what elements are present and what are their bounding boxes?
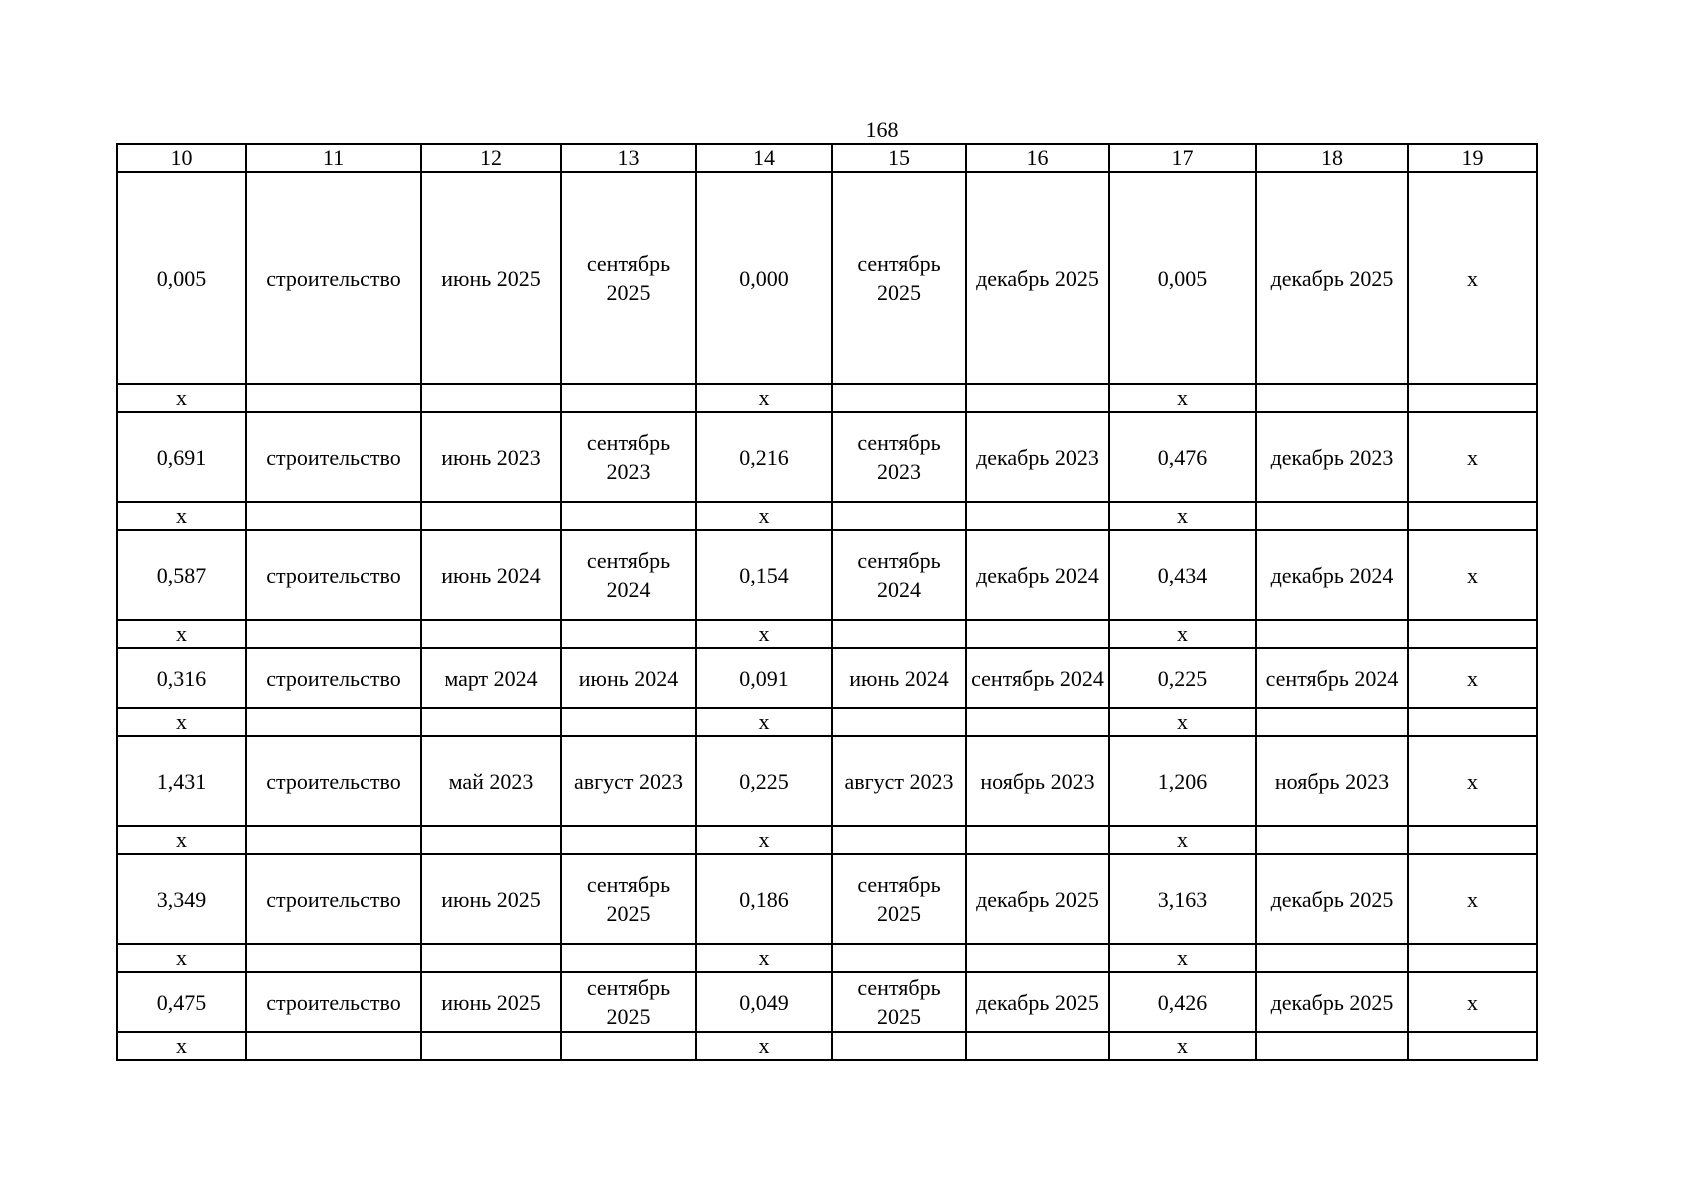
table-cell-col-13: [561, 1032, 696, 1060]
table-cell-col-19: х: [1408, 530, 1537, 620]
table-cell-col-18: декабрь 2025: [1256, 172, 1408, 384]
table-cell-col-16: [966, 620, 1109, 648]
table-cell-col-15: сентябрь 2023: [832, 412, 966, 502]
table-cell-col-13: сентябрь 2024: [561, 530, 696, 620]
table-cell-col-14: х: [696, 708, 832, 736]
table-cell-col-13: сентябрь 2025: [561, 854, 696, 944]
table-cell-col-17: 0,426: [1109, 972, 1256, 1032]
table-cell-col-12: [421, 826, 561, 854]
table-cell-col-16: [966, 1032, 1109, 1060]
table-cell-col-12: июнь 2025: [421, 172, 561, 384]
table-cell-col-17: х: [1109, 502, 1256, 530]
column-number-col-19: 19: [1408, 144, 1537, 172]
table-cell-col-12: июнь 2023: [421, 412, 561, 502]
table-row: [117, 620, 1537, 648]
column-number-col-15: 15: [832, 144, 966, 172]
table-cell-col-19: х: [1408, 736, 1537, 826]
table-cell-col-15: [832, 944, 966, 972]
table-row: [117, 530, 1537, 620]
table-cell-col-10: 0,475: [117, 972, 246, 1032]
table-cell-col-11: [246, 944, 421, 972]
table-row: [117, 736, 1537, 826]
table-cell-col-15: [832, 708, 966, 736]
table-cell-col-15: [832, 502, 966, 530]
table-cell-col-18: декабрь 2024: [1256, 530, 1408, 620]
table-cell-col-18: [1256, 708, 1408, 736]
table-cell-col-12: [421, 708, 561, 736]
table-cell-col-10: х: [117, 826, 246, 854]
table-cell-col-11: строительство: [246, 854, 421, 944]
table-cell-col-17: х: [1109, 826, 1256, 854]
table-row: [117, 708, 1537, 736]
column-number-col-16: 16: [966, 144, 1109, 172]
table-cell-col-18: [1256, 1032, 1408, 1060]
table-cell-col-13: июнь 2024: [561, 648, 696, 708]
table-cell-col-15: сентябрь 2025: [832, 172, 966, 384]
table-cell-col-19: [1408, 502, 1537, 530]
table-cell-col-13: сентябрь 2025: [561, 972, 696, 1032]
table-row: [117, 854, 1537, 944]
table-cell-col-16: декабрь 2025: [966, 854, 1109, 944]
table-cell-col-19: х: [1408, 972, 1537, 1032]
table-cell-col-17: 0,434: [1109, 530, 1256, 620]
table-cell-col-19: х: [1408, 172, 1537, 384]
table-cell-col-10: х: [117, 620, 246, 648]
table-cell-col-16: [966, 826, 1109, 854]
table-cell-col-19: х: [1408, 854, 1537, 944]
table-cell-col-11: строительство: [246, 412, 421, 502]
table-cell-col-18: [1256, 384, 1408, 412]
table-cell-col-11: строительство: [246, 530, 421, 620]
table-cell-col-14: х: [696, 384, 832, 412]
table-cell-col-18: декабрь 2023: [1256, 412, 1408, 502]
table-cell-col-12: июнь 2025: [421, 972, 561, 1032]
table-cell-col-15: сентябрь 2024: [832, 530, 966, 620]
column-number-col-11: 11: [246, 144, 421, 172]
table-cell-col-14: 0,000: [696, 172, 832, 384]
table-cell-col-15: сентябрь 2025: [832, 972, 966, 1032]
table-cell-col-17: х: [1109, 708, 1256, 736]
table-cell-col-13: сентябрь 2025: [561, 172, 696, 384]
table-cell-col-18: [1256, 826, 1408, 854]
table-cell-col-13: [561, 708, 696, 736]
table-cell-col-18: сентябрь 2024: [1256, 648, 1408, 708]
table-cell-col-15: [832, 384, 966, 412]
table-cell-col-10: 3,349: [117, 854, 246, 944]
table-cell-col-13: [561, 384, 696, 412]
table-cell-col-14: 0,216: [696, 412, 832, 502]
table-cell-col-14: х: [696, 502, 832, 530]
table-cell-col-10: х: [117, 384, 246, 412]
table-cell-col-11: [246, 620, 421, 648]
table-cell-col-10: х: [117, 1032, 246, 1060]
table-cell-col-10: 0,587: [117, 530, 246, 620]
table-cell-col-14: 0,154: [696, 530, 832, 620]
table-cell-col-17: х: [1109, 384, 1256, 412]
table-cell-col-12: [421, 944, 561, 972]
table-cell-col-17: х: [1109, 1032, 1256, 1060]
table-cell-col-10: х: [117, 944, 246, 972]
table-cell-col-17: 1,206: [1109, 736, 1256, 826]
table-row: [117, 972, 1537, 1032]
table-cell-col-15: август 2023: [832, 736, 966, 826]
table-cell-col-16: декабрь 2025: [966, 972, 1109, 1032]
table-cell-col-19: [1408, 620, 1537, 648]
table-cell-col-11: [246, 384, 421, 412]
table-cell-col-12: [421, 1032, 561, 1060]
page-number: 168: [865, 117, 899, 142]
table-cell-col-18: [1256, 502, 1408, 530]
table-cell-col-11: [246, 1032, 421, 1060]
table-cell-col-10: х: [117, 502, 246, 530]
table-cell-col-16: [966, 384, 1109, 412]
table-cell-col-19: [1408, 826, 1537, 854]
table-cell-col-16: ноябрь 2023: [966, 736, 1109, 826]
column-number-col-12: 12: [421, 144, 561, 172]
table-cell-col-19: [1408, 384, 1537, 412]
table-cell-col-19: [1408, 708, 1537, 736]
table-header-row: [117, 144, 1537, 172]
table-cell-col-17: х: [1109, 620, 1256, 648]
table-cell-col-12: июнь 2024: [421, 530, 561, 620]
table-cell-col-15: [832, 826, 966, 854]
table-cell-col-14: 0,091: [696, 648, 832, 708]
table-cell-col-14: 0,186: [696, 854, 832, 944]
table-cell-col-14: 0,049: [696, 972, 832, 1032]
table-cell-col-16: декабрь 2024: [966, 530, 1109, 620]
table-cell-col-13: [561, 620, 696, 648]
table-cell-col-13: [561, 502, 696, 530]
table-cell-col-19: х: [1408, 648, 1537, 708]
table-cell-col-10: 0,005: [117, 172, 246, 384]
table-cell-col-19: [1408, 1032, 1537, 1060]
table-cell-col-17: 0,005: [1109, 172, 1256, 384]
table-row: [117, 1032, 1537, 1060]
table-cell-col-16: сентябрь 2024: [966, 648, 1109, 708]
table-cell-col-14: 0,225: [696, 736, 832, 826]
table-cell-col-12: май 2023: [421, 736, 561, 826]
table-cell-col-12: [421, 384, 561, 412]
table-row: [117, 384, 1537, 412]
table-cell-col-12: июнь 2025: [421, 854, 561, 944]
table-cell-col-15: [832, 620, 966, 648]
table-cell-col-11: строительство: [246, 736, 421, 826]
table-row: [117, 648, 1537, 708]
table-cell-col-11: строительство: [246, 648, 421, 708]
table-cell-col-10: 0,691: [117, 412, 246, 502]
column-number-col-10: 10: [117, 144, 246, 172]
table-cell-col-19: [1408, 944, 1537, 972]
table-row: [117, 412, 1537, 502]
table-cell-col-18: [1256, 620, 1408, 648]
table-cell-col-11: строительство: [246, 972, 421, 1032]
table-cell-col-11: строительство: [246, 172, 421, 384]
table-cell-col-12: март 2024: [421, 648, 561, 708]
table-cell-col-14: х: [696, 826, 832, 854]
table-cell-col-15: [832, 1032, 966, 1060]
table-cell-col-14: х: [696, 944, 832, 972]
table-cell-col-10: х: [117, 708, 246, 736]
table-cell-col-19: х: [1408, 412, 1537, 502]
table-cell-col-12: [421, 502, 561, 530]
column-number-col-13: 13: [561, 144, 696, 172]
table-cell-col-16: [966, 708, 1109, 736]
table-cell-col-11: [246, 502, 421, 530]
table-cell-col-18: ноябрь 2023: [1256, 736, 1408, 826]
column-number-col-18: 18: [1256, 144, 1408, 172]
table-cell-col-16: [966, 502, 1109, 530]
table-cell-col-16: декабрь 2023: [966, 412, 1109, 502]
table-cell-col-13: [561, 944, 696, 972]
data-table: [116, 143, 1538, 1061]
table-row: [117, 826, 1537, 854]
column-number-col-14: 14: [696, 144, 832, 172]
table-cell-col-13: сентябрь 2023: [561, 412, 696, 502]
table-cell-col-17: х: [1109, 944, 1256, 972]
table-row: [117, 944, 1537, 972]
table-cell-col-14: х: [696, 620, 832, 648]
table-cell-col-18: [1256, 944, 1408, 972]
table-cell-col-18: декабрь 2025: [1256, 854, 1408, 944]
table-cell-col-15: июнь 2024: [832, 648, 966, 708]
table-cell-col-10: 0,316: [117, 648, 246, 708]
table-cell-col-16: декабрь 2025: [966, 172, 1109, 384]
table-cell-col-10: 1,431: [117, 736, 246, 826]
table-cell-col-17: 0,225: [1109, 648, 1256, 708]
table-cell-col-13: август 2023: [561, 736, 696, 826]
table-row: [117, 172, 1537, 384]
column-number-col-17: 17: [1109, 144, 1256, 172]
table-cell-col-14: х: [696, 1032, 832, 1060]
table-row: [117, 502, 1537, 530]
table-cell-col-11: [246, 708, 421, 736]
table-cell-col-11: [246, 826, 421, 854]
table-cell-col-15: сентябрь 2025: [832, 854, 966, 944]
table-cell-col-16: [966, 944, 1109, 972]
table-cell-col-17: 3,163: [1109, 854, 1256, 944]
table-cell-col-17: 0,476: [1109, 412, 1256, 502]
table-cell-col-13: [561, 826, 696, 854]
table-cell-col-12: [421, 620, 561, 648]
table-cell-col-18: декабрь 2025: [1256, 972, 1408, 1032]
